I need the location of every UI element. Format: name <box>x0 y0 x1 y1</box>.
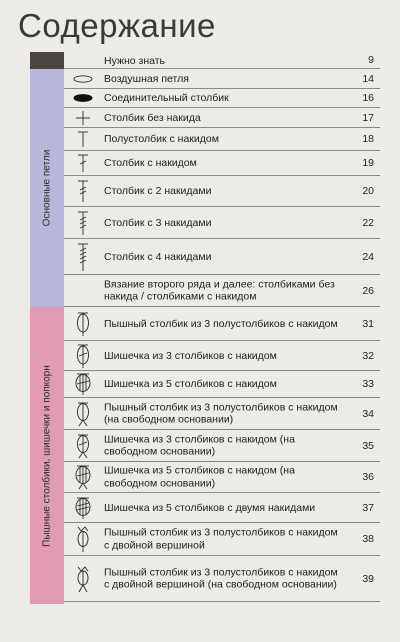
toc-row[interactable] <box>64 341 380 371</box>
toc-row[interactable] <box>64 275 380 307</box>
single-crochet-icon <box>64 108 102 127</box>
toc-row[interactable] <box>64 128 380 151</box>
slip-stitch-icon <box>64 89 102 107</box>
toc-row[interactable] <box>64 176 380 207</box>
double-treble-icon <box>64 207 102 238</box>
toc-entry-title: Вязание второго ряда и далее: столбиками без накида / столбиками с накидом <box>104 278 335 303</box>
toc-entry-page: 32 <box>362 349 374 362</box>
toc-entry-title: Шишечка из 5 столбиков с двумя накидами <box>104 501 316 514</box>
toc-entry-title: Воздушная петля <box>104 72 189 85</box>
symbol-cell <box>64 52 102 68</box>
toc-entry-page: 34 <box>362 407 374 420</box>
toc-row[interactable] <box>64 52 380 69</box>
page-title: Содержание <box>18 7 216 44</box>
toc-row[interactable] <box>64 307 380 341</box>
bobble-5-dc-icon <box>64 371 102 397</box>
toc-entry-title: Пышный столбик из 3 полустолбиков с накидом (на свободном основании) <box>104 401 338 426</box>
bobble-3-dc-open-icon <box>64 430 102 461</box>
toc-row[interactable] <box>64 430 380 462</box>
toc-entry-title: Столбик без накида <box>104 111 201 124</box>
toc-entry-page: 37 <box>362 501 374 514</box>
toc-entry-title: Столбик с 3 накидами <box>104 216 212 229</box>
puff-double-top-icon <box>64 523 102 555</box>
toc-entry-title: Столбик с накидом <box>104 156 197 169</box>
double-crochet-icon <box>64 151 102 175</box>
toc-entry-title: Шишечка из 5 столбиков с накидом (на свободном основании) <box>104 464 295 489</box>
section-label-puff-stitches: Пышные столбики, шишечки и попкорн <box>41 364 53 547</box>
puff-double-top-open-icon <box>64 556 102 601</box>
toc-row[interactable] <box>64 493 380 523</box>
bobble-3-dc-icon <box>64 341 102 370</box>
toc-entry-page: 36 <box>362 471 374 483</box>
toc-entry-title: Соединительный столбик <box>104 91 229 104</box>
bobble-5-dc-open-icon <box>64 462 102 492</box>
sidebar-top-block <box>30 52 64 69</box>
toc-entry-title: Пышный столбик из 3 полустолбиков с накидом <box>104 317 338 330</box>
toc-entry-title: Столбик с 2 накидами <box>104 184 212 197</box>
toc-entry-page: 22 <box>362 216 374 229</box>
toc-entry-page: 16 <box>362 92 374 104</box>
toc-entry-page: 19 <box>362 157 374 169</box>
toc-entry-page: 18 <box>362 133 374 145</box>
toc-entry-page: 17 <box>362 111 374 124</box>
toc-entry-title: Нужно знать <box>104 54 166 67</box>
toc-row[interactable] <box>64 151 380 176</box>
toc-entry-title: Столбик с 4 накидами <box>104 250 212 263</box>
symbol-cell <box>64 275 102 306</box>
section-label-basic-loops: Основные петли <box>41 149 53 227</box>
toc-entry-page: 26 <box>362 284 374 297</box>
toc-entry-page: 38 <box>362 533 374 545</box>
toc-entry-page: 9 <box>368 54 374 66</box>
chain-oval-icon <box>64 69 102 88</box>
toc-entry-title: Пышный столбик из 3 полустолбиков с накидом с двойной вершиной <box>104 526 338 551</box>
toc-row[interactable] <box>64 371 380 398</box>
toc-row[interactable] <box>64 398 380 430</box>
toc-row[interactable] <box>64 108 380 128</box>
toc-row[interactable] <box>64 207 380 239</box>
toc-entry-page: 31 <box>362 317 374 330</box>
toc-entry-title: Полустолбик с накидом <box>104 132 219 145</box>
table-of-contents <box>64 52 380 602</box>
toc-entry-page: 39 <box>362 572 374 585</box>
toc-row[interactable] <box>64 239 380 275</box>
toc-entry-page: 24 <box>362 250 374 263</box>
treble-crochet-icon <box>64 176 102 206</box>
section-tab-basic-loops <box>30 69 64 307</box>
toc-entry-title: Пышный столбик из 3 полустолбиков с накидом с двойной вершиной (на свободном основании) <box>104 566 338 591</box>
puff-3-hdc-icon <box>64 307 102 340</box>
bobble-5-tr-icon <box>64 493 102 522</box>
toc-entry-page: 20 <box>362 185 374 197</box>
toc-entry-page: 35 <box>362 439 374 452</box>
toc-row[interactable] <box>64 556 380 602</box>
section-tab-puff-stitches <box>30 307 64 604</box>
toc-entry-page: 14 <box>362 72 374 85</box>
puff-3-hdc-open-icon <box>64 398 102 429</box>
toc-entry-title: Шишечка из 3 столбиков с накидом (на свободном основании) <box>104 433 295 458</box>
triple-treble-icon <box>64 239 102 274</box>
toc-row[interactable] <box>64 69 380 89</box>
toc-row[interactable] <box>64 523 380 556</box>
toc-row[interactable] <box>64 89 380 108</box>
toc-entry-title: Шишечка из 3 столбиков с накидом <box>104 349 277 362</box>
toc-entry-page: 33 <box>362 378 374 390</box>
toc-row[interactable] <box>64 462 380 493</box>
half-double-crochet-icon <box>64 128 102 150</box>
toc-entry-title: Шишечка из 5 столбиков с накидом <box>104 377 277 390</box>
